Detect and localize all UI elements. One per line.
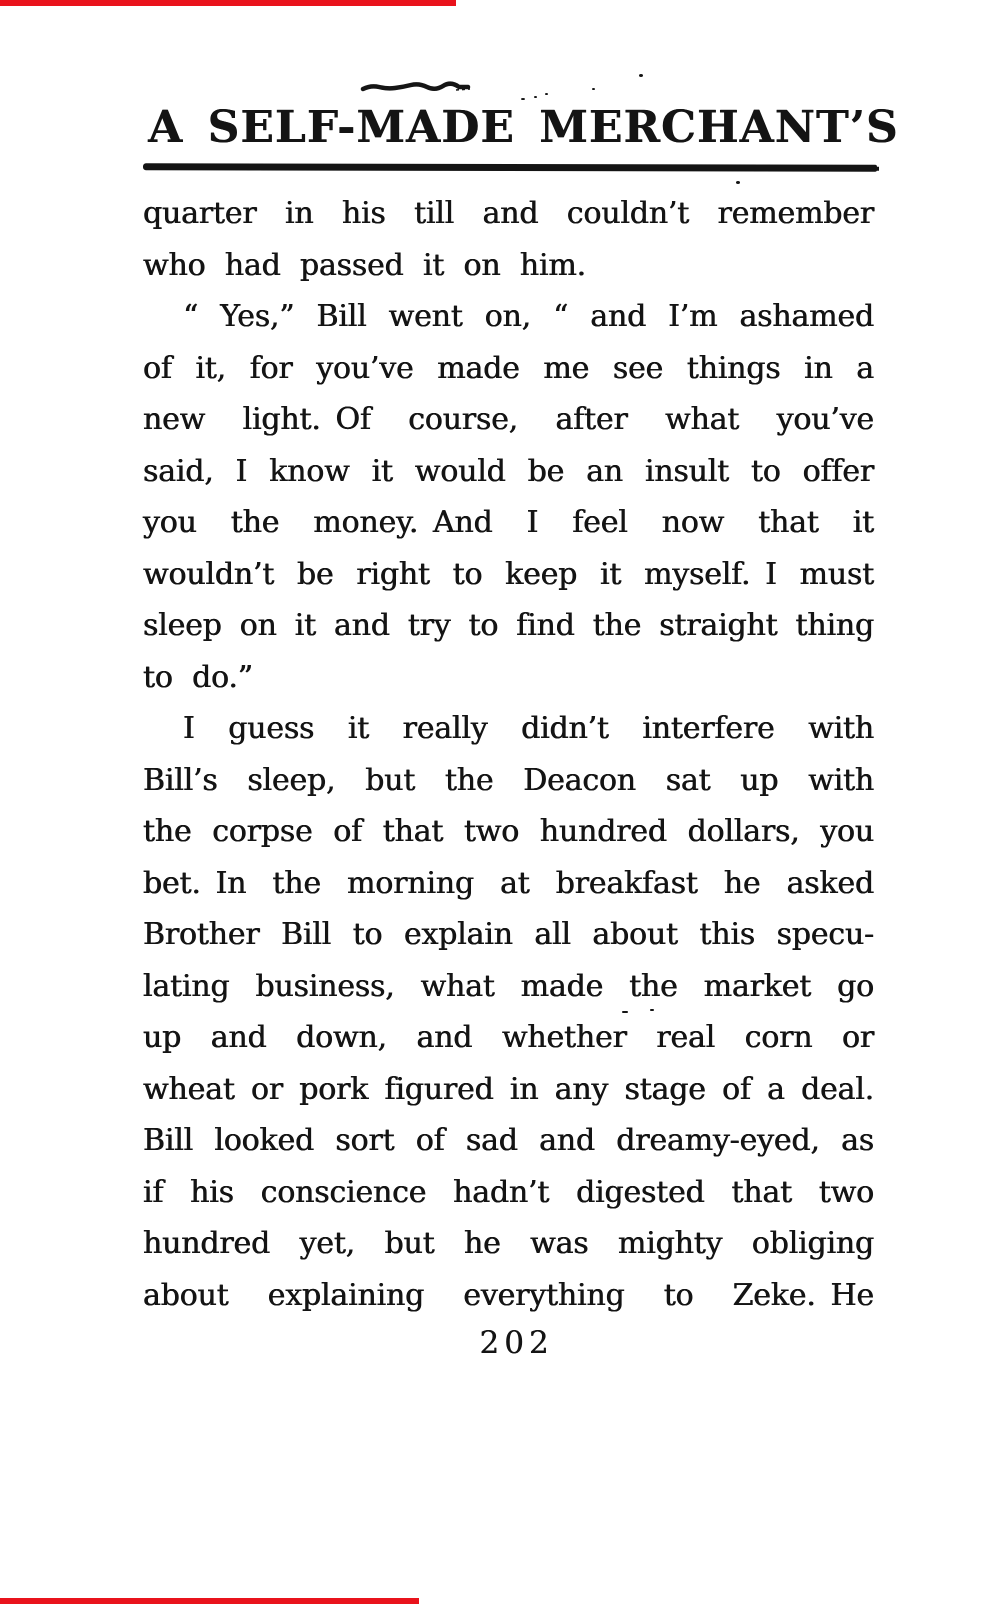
text-line: wouldn’t be right to keep it myself. I must — [143, 556, 874, 592]
text-line: to do.” — [143, 659, 253, 695]
ink-speck — [534, 96, 537, 98]
page-number: 202 — [479, 1325, 554, 1361]
header-rule-divider — [143, 163, 877, 172]
ink-speck — [622, 1011, 628, 1013]
text-line: sleep on it and try to find the straight thing — [143, 608, 874, 643]
ink-speck — [521, 98, 525, 100]
text-line: if his conscience hadn’t digested that two — [143, 1174, 874, 1210]
text-line: who had passed it on him. — [143, 247, 586, 283]
body-text — [143, 188, 874, 1321]
ink-speck — [545, 93, 548, 95]
text-line: hundred yet, but he was mighty obliging — [143, 1226, 874, 1261]
text-line: about explaining everything to Zeke. He — [143, 1277, 874, 1313]
text-line: lating business, what made the market go — [143, 968, 874, 1004]
ink-speck — [650, 1009, 654, 1011]
text-line: Brother Bill to explain all about this specu- — [143, 917, 874, 952]
text-line: wheat or pork figured in any stage of a deal. — [143, 1071, 874, 1107]
text-line: up and down, and whether real corn or — [143, 1020, 874, 1055]
ink-speck — [736, 181, 740, 184]
text-line: Bill’s sleep, but the Deacon sat up with — [143, 762, 874, 798]
text-line: “ Yes,” Bill went on, “ and I’m ashamed — [183, 299, 874, 334]
red-edge-mark-bottom — [0, 1598, 419, 1604]
ink-speck — [639, 74, 643, 77]
text-line: you the money. And I feel now that it — [143, 505, 874, 540]
text-line: Bill looked sort of sad and dreamy-eyed, as — [143, 1123, 874, 1158]
ink-speck — [592, 88, 595, 90]
text-line: new light. Of course, after what you’ve — [143, 402, 874, 437]
running-header-title: A SELF-MADE MERCHANT’S — [148, 102, 899, 153]
text-line: I guess it really didn’t interfere with — [183, 711, 874, 746]
squiggle-rule-ornament — [360, 81, 478, 95]
red-edge-mark-top — [0, 0, 456, 6]
text-line: said, I know it would be an insult to offer — [143, 453, 874, 489]
text-line: bet. In the morning at breakfast he asked — [143, 865, 874, 901]
text-line: of it, for you’ve made me see things in a — [143, 350, 874, 386]
text-line: the corpse of that two hundred dollars, you — [143, 814, 874, 849]
text-line: quarter in his till and couldn’t remember — [143, 196, 874, 231]
